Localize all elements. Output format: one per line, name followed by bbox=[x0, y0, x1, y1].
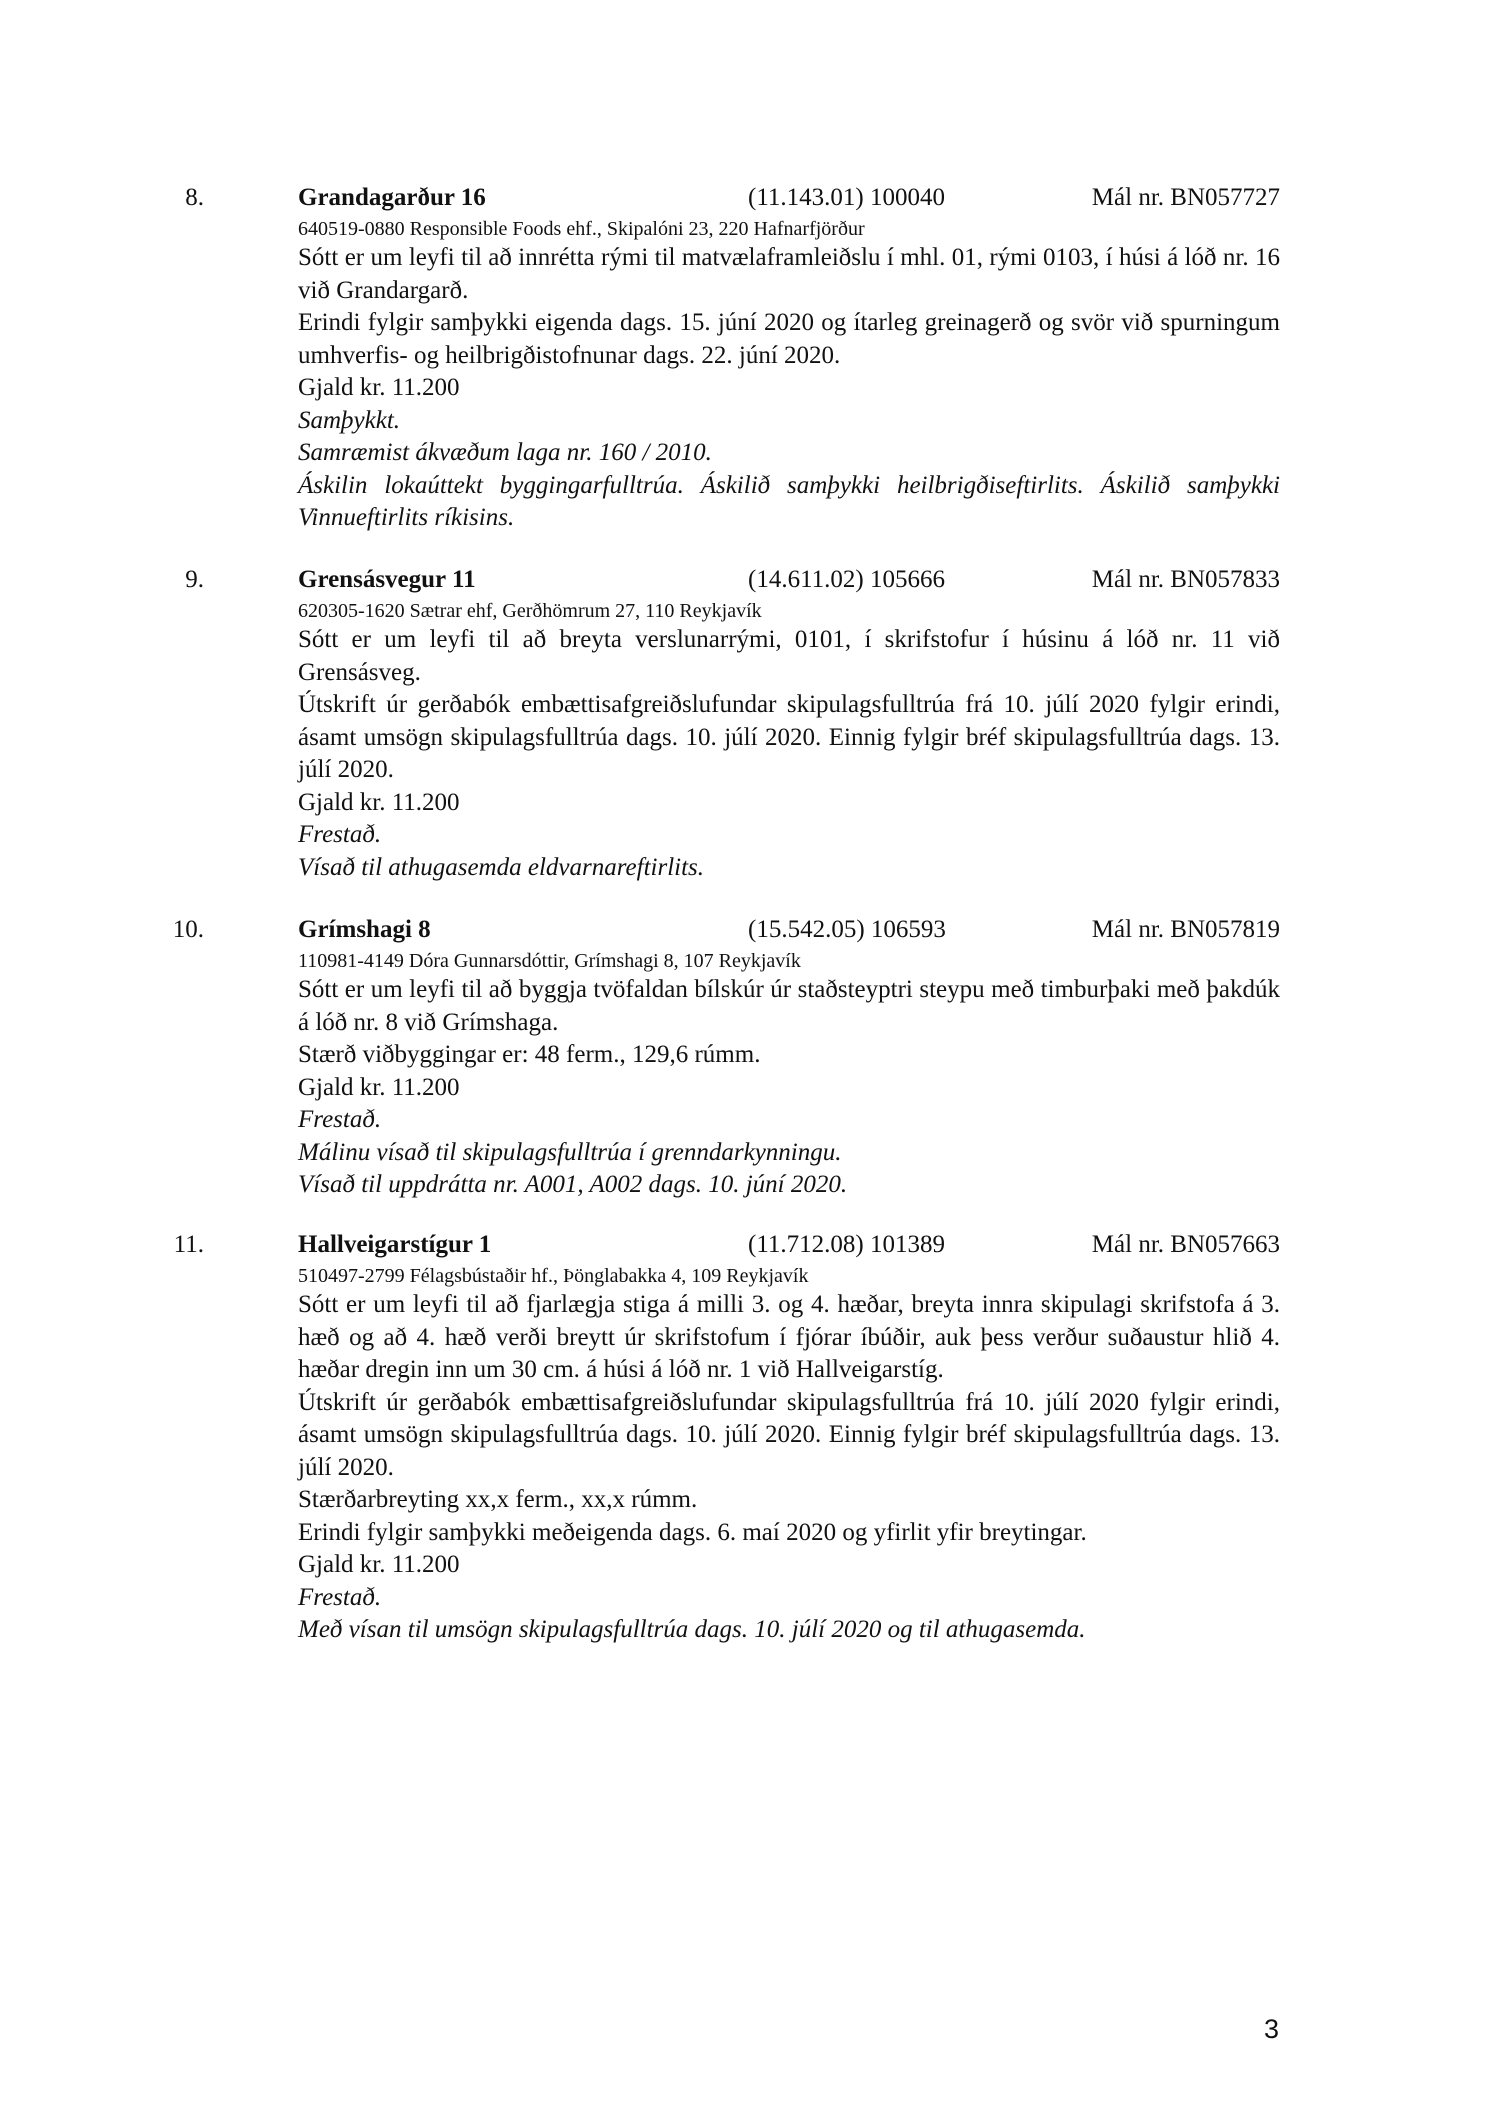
item-body bbox=[298, 598, 1280, 884]
item-text: Útskrift úr gerðabók embættisafgreiðslufundar skipulagsfulltrúa frá 10. júlí 2020 fylgir erindi, ásamt umsögn skipulagsfulltrúa dags. 10. júlí 2020. Einnig fylgir bréf skipulagsfulltrúa dags. 13. júlí 2020. bbox=[298, 1388, 1280, 1481]
item-text: Sótt er um leyfi til að fjarlægja stiga á milli 3. og 4. hæðar, breyta innra skipulagi skrifstofa á 3. hæð og að 4. hæð verði breytt úr skrifstofum í fjórar íbúðir, auk þess verður suðaustur hlið 4. hæðar dregin inn um 30 cm. á húsi á lóð nr. 1 við Hallveigarstíg. bbox=[298, 1291, 1280, 1383]
item-decision: Frestað. bbox=[298, 1106, 382, 1133]
item-reference: (11.712.08) 101389 bbox=[748, 1231, 945, 1258]
item-decision: Frestað. bbox=[298, 1583, 382, 1611]
item-note: Með vísan til umsögn skipulagsfulltrúa dags. 10. júlí 2020 og til athugasemda. bbox=[298, 1616, 1086, 1643]
item-decision: Samþykkt. bbox=[298, 406, 401, 434]
item-applicant: 110981-4149 Dóra Gunnarsdóttir, Grímshagi 8, 107 Reykjavík bbox=[298, 950, 801, 972]
item-body bbox=[298, 216, 1280, 535]
item-note: Áskilin lokaúttekt byggingarfulltrúa. Áskilið samþykki heilbrigðiseftirlits. Áskilið samþykki Vinnueftirlits ríkisins. bbox=[298, 471, 1280, 531]
item-note: Samræmist ákvæðum laga nr. 160 / 2010. bbox=[298, 439, 712, 466]
item-address: Grandagarður 16 bbox=[298, 184, 486, 211]
item-header bbox=[185, 182, 1280, 216]
item-number: 8. bbox=[185, 184, 204, 211]
item-text: Sótt er um leyfi til að byggja tvöfaldan bílskúr úr staðsteyptri steypu með timburþaki með þakdúk á lóð nr. 8 við Grímshaga. bbox=[298, 976, 1280, 1036]
item-address: Grímshagi 8 bbox=[298, 916, 431, 943]
item-text: Sótt er um leyfi til að breyta verslunarrými, 0101, í skrifstofur í húsinu á lóð nr. 11 við Grensásveg. bbox=[298, 626, 1280, 686]
item-reference: (11.143.01) 100040 bbox=[748, 184, 945, 211]
item-text: Erindi fylgir samþykki eigenda dags. 15. júní 2020 og ítarleg greinagerð og svör við spurningum umhverfis- og heilbrigðistofnunar dags. 22. júní 2020. bbox=[298, 309, 1280, 369]
item-case-number: Mál nr. BN057819 bbox=[1091, 916, 1280, 943]
item-address: Grensásvegur 11 bbox=[298, 566, 476, 593]
page-number: 3 bbox=[1264, 2014, 1280, 2044]
item-fee: Gjald kr. 11.200 bbox=[298, 788, 460, 816]
item-number: 10. bbox=[172, 916, 204, 943]
item-fee: Gjald kr. 11.200 bbox=[298, 374, 460, 401]
item-text: Útskrift úr gerðabók embættisafgreiðslufundar skipulagsfulltrúa frá 10. júlí 2020 fylgir erindi, ásamt umsögn skipulagsfulltrúa dags. 10. júlí 2020. Einnig fylgir bréf skipulagsfulltrúa dags. 13. júlí 2020. bbox=[298, 691, 1280, 783]
agenda-item bbox=[185, 182, 1280, 535]
item-reference: (14.611.02) 105666 bbox=[748, 566, 945, 593]
item-applicant: 640519-0880 Responsible Foods ehf., Skipalóni 23, 220 Hafnarfjörður bbox=[298, 218, 865, 240]
item-text: Stærðarbreyting xx,x ferm., xx,x rúmm. bbox=[298, 1486, 698, 1513]
item-fee: Gjald kr. 11.200 bbox=[298, 1551, 460, 1578]
item-reference: (15.542.05) 106593 bbox=[748, 916, 946, 943]
item-case-number: Mál nr. BN057727 bbox=[1091, 184, 1280, 211]
item-header bbox=[173, 1229, 1280, 1263]
item-note: Vísað til athugasemda eldvarnareftirlits. bbox=[298, 853, 705, 881]
item-case-number: Mál nr. BN057833 bbox=[1091, 566, 1280, 593]
agenda-item bbox=[173, 1229, 1280, 1647]
item-fee: Gjald kr. 11.200 bbox=[298, 1073, 460, 1101]
item-text: Erindi fylgir samþykki meðeigenda dags. 6. maí 2020 og yfirlit yfir breytingar. bbox=[298, 1518, 1087, 1546]
item-applicant: 510497-2799 Félagsbústaðir hf., Þönglabakka 4, 109 Reykjavík bbox=[298, 1265, 809, 1287]
item-body bbox=[298, 948, 1280, 1202]
item-text: Stærð viðbyggingar er: 48 ferm., 129,6 rúmm. bbox=[298, 1041, 761, 1068]
item-decision: Frestað. bbox=[298, 821, 382, 848]
item-number: 9. bbox=[185, 566, 204, 593]
item-case-number: Mál nr. BN057663 bbox=[1091, 1231, 1280, 1258]
agenda-item bbox=[172, 914, 1280, 1202]
item-body bbox=[298, 1263, 1280, 1647]
item-note: Málinu vísað til skipulagsfulltrúa í grenndarkynningu. bbox=[298, 1138, 842, 1166]
item-text: Sótt er um leyfi til að innrétta rými til matvælaframleiðslu í mhl. 01, rými 0103, í húsi á lóð nr. 16 við Grandargarð. bbox=[298, 244, 1280, 304]
item-applicant: 620305-1620 Sætrar ehf, Gerðhömrum 27, 110 Reykjavík bbox=[298, 600, 762, 622]
item-header bbox=[185, 564, 1280, 598]
item-address: Hallveigarstígur 1 bbox=[298, 1231, 492, 1258]
agenda-item bbox=[185, 564, 1280, 884]
item-header bbox=[172, 914, 1280, 948]
item-note: Vísað til uppdrátta nr. A001, A002 dags. 10. júní 2020. bbox=[298, 1171, 848, 1198]
item-number: 11. bbox=[173, 1231, 204, 1258]
